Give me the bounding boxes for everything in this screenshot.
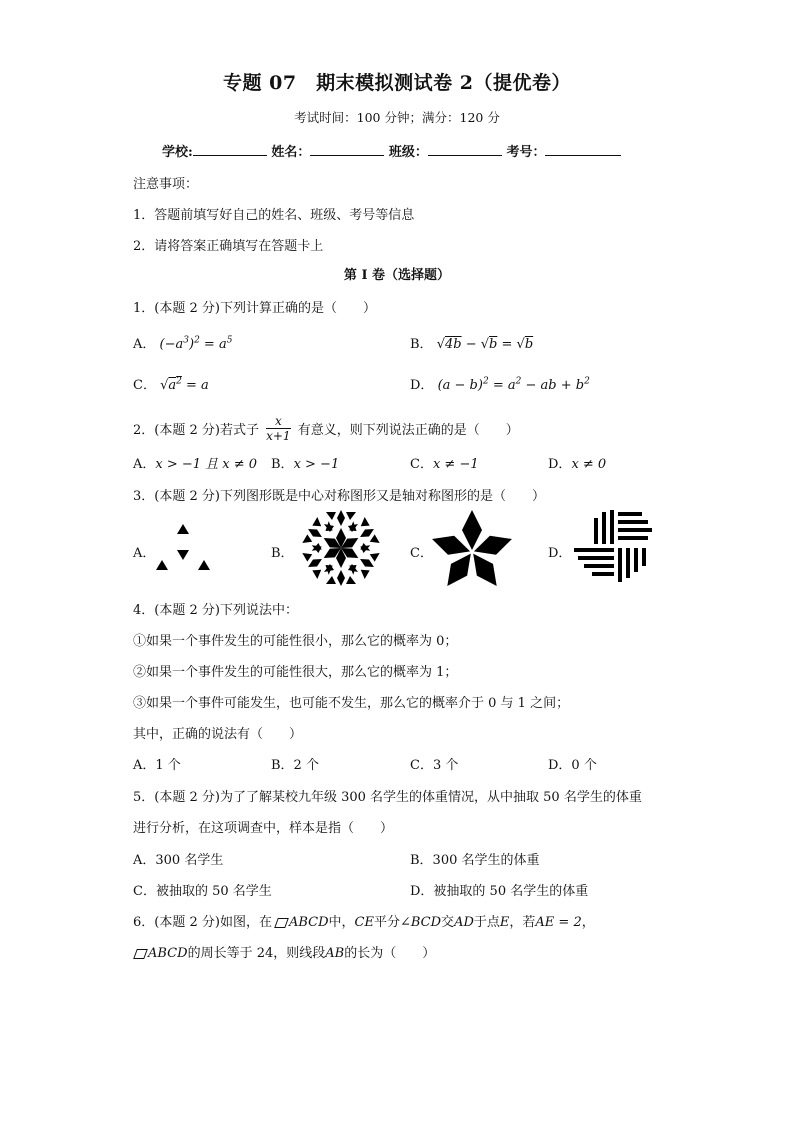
math: E: [499, 915, 510, 930]
school-label: 学校:: [162, 145, 193, 160]
option-label: A．: [133, 457, 156, 472]
math: AB: [325, 946, 345, 961]
q2-stem-suffix: 有意义，则下列说法正确的是（ ）: [297, 423, 519, 438]
number-blank[interactable]: [545, 143, 621, 156]
text: 于点: [473, 915, 500, 930]
option-label: C．: [410, 457, 433, 472]
option-label: D．: [548, 457, 572, 472]
parallelogram-icon: [274, 918, 289, 928]
q1-formula-c: $√a^2 = a$: [160, 376, 209, 393]
q4-option-d[interactable]: D．0 个: [548, 758, 597, 773]
text: 的周长等于 24，则线段: [187, 946, 326, 961]
page-title: 专题 07 期末模拟测试卷 2（提优卷）: [223, 72, 571, 94]
text: ，: [581, 915, 595, 930]
q5-option-d[interactable]: D．被抽取的 50 名学生的体重: [410, 884, 589, 899]
q2-option-d[interactable]: [548, 453, 606, 472]
school-blank[interactable]: [193, 143, 267, 156]
text: 中，: [328, 915, 355, 930]
q2-option-c[interactable]: [410, 453, 479, 472]
q2-option-a[interactable]: [133, 453, 257, 472]
option-text: x ≠ −1: [432, 457, 479, 472]
class-label: 班级：: [388, 145, 428, 160]
q5-option-c[interactable]: C．被抽取的 50 名学生: [133, 884, 272, 899]
pentagon-rhombus-figure: [430, 506, 514, 590]
q1-formula-d: $(a - b)^2 = a^2$ − ab + $b^2$: [437, 376, 590, 393]
q5-stem-line-1: 5．(本题 2 分)为了了解某校九年级 300 名学生的体重情况，从中抽取 50 名学生的体重: [133, 790, 642, 805]
q4-option-c[interactable]: C．3 个: [410, 758, 459, 773]
q1-formula-a: $(-a^3)^2 = a^5$: [159, 335, 233, 352]
q6-stem-line-1: [133, 911, 595, 930]
math: AD: [454, 915, 474, 930]
option-text: x > −1: [293, 457, 340, 472]
q3-option-c-label[interactable]: C．: [410, 546, 433, 561]
q5-option-b[interactable]: B．300 名学生的体重: [410, 853, 540, 868]
number-label: 考号：: [506, 145, 546, 160]
q2-option-b[interactable]: [271, 453, 339, 472]
q4-stem: 4．(本题 2 分)下列说法中：: [133, 603, 298, 618]
parallelogram-icon: [133, 949, 148, 959]
section-title: 第 I 卷（选择题）: [343, 268, 451, 283]
notes-heading: 注意事项：: [133, 177, 199, 192]
option-label: B．: [410, 337, 433, 352]
option-label: C．: [133, 378, 156, 393]
q4-statement-1: ①如果一个事件发生的可能性很小，那么它的概率为 0；: [133, 634, 458, 649]
q6-stem-line-2: [133, 942, 435, 961]
text: 平分: [373, 915, 400, 930]
q4-statement-2: ②如果一个事件发生的可能性很大，那么它的概率为 1；: [133, 665, 458, 680]
q1-option-a[interactable]: [133, 333, 232, 352]
q1-option-b[interactable]: [410, 333, 533, 352]
q4-ask: 其中，正确的说法有（ ）: [133, 727, 303, 742]
option-text: x > −1 且 x ≠ 0: [155, 457, 258, 472]
note-item: 2．请将答案正确填写在答题卡上: [133, 239, 324, 254]
text: 6．(本题 2 分)如图，在: [133, 915, 272, 930]
note-item: 1．答题前填写好自己的姓名、班级、考号等信息: [133, 208, 415, 223]
q5-stem-line-2: 进行分析，在这项调查中，样本是指（ ）: [133, 821, 394, 836]
math: ∠BCD: [399, 915, 442, 930]
math: ABCD: [288, 915, 329, 930]
q2-stem: [133, 416, 519, 445]
q1-formula-b: √4b − √b = √b: [436, 337, 534, 352]
option-text: x ≠ 0: [571, 457, 607, 472]
q5-option-a[interactable]: A．300 名学生: [133, 853, 224, 868]
stripes-figure: [572, 508, 658, 588]
math: ABCD: [148, 946, 188, 961]
option-label: B．: [271, 457, 294, 472]
text: ，若: [509, 915, 536, 930]
q4-option-a[interactable]: A．1 个: [133, 758, 181, 773]
fraction-numerator: x: [266, 414, 290, 429]
q2-stem-prefix: 2．(本题 2 分)若式子: [133, 423, 259, 438]
option-label: D．: [410, 378, 434, 393]
option-label: A．: [133, 337, 156, 352]
q1-option-c[interactable]: [133, 374, 209, 393]
q1-option-d[interactable]: [410, 374, 590, 393]
triangles-figure: [150, 520, 214, 574]
class-blank[interactable]: [428, 143, 502, 156]
name-label: 姓名：: [271, 145, 311, 160]
math: AE = 2: [535, 915, 582, 930]
text: 交: [441, 915, 455, 930]
q1-stem: 1．(本题 2 分)下列计算正确的是（ ）: [133, 301, 376, 316]
q4-statement-3: ③如果一个事件可能发生，也可能不发生，那么它的概率介于 0 与 1 之间；: [133, 696, 570, 711]
snowflake-figure: [296, 508, 386, 588]
text: 的长为（ ）: [344, 946, 436, 961]
q3-option-b-label[interactable]: B．: [271, 546, 294, 561]
student-info-row: [162, 141, 621, 160]
q2-fraction: [266, 414, 290, 443]
q3-option-a-label[interactable]: A．: [133, 546, 156, 561]
q3-stem: 3．(本题 2 分)下列图形既是中心对称图形又是轴对称图形的是（ ）: [133, 489, 545, 504]
exam-info: 考试时间：100 分钟；满分：120 分: [294, 110, 500, 125]
math: CE: [354, 915, 374, 930]
name-blank[interactable]: [310, 143, 384, 156]
q4-option-b[interactable]: B．2 个: [271, 758, 319, 773]
fraction-denominator: x+1: [266, 429, 291, 443]
q3-option-d-label[interactable]: D．: [548, 546, 572, 561]
